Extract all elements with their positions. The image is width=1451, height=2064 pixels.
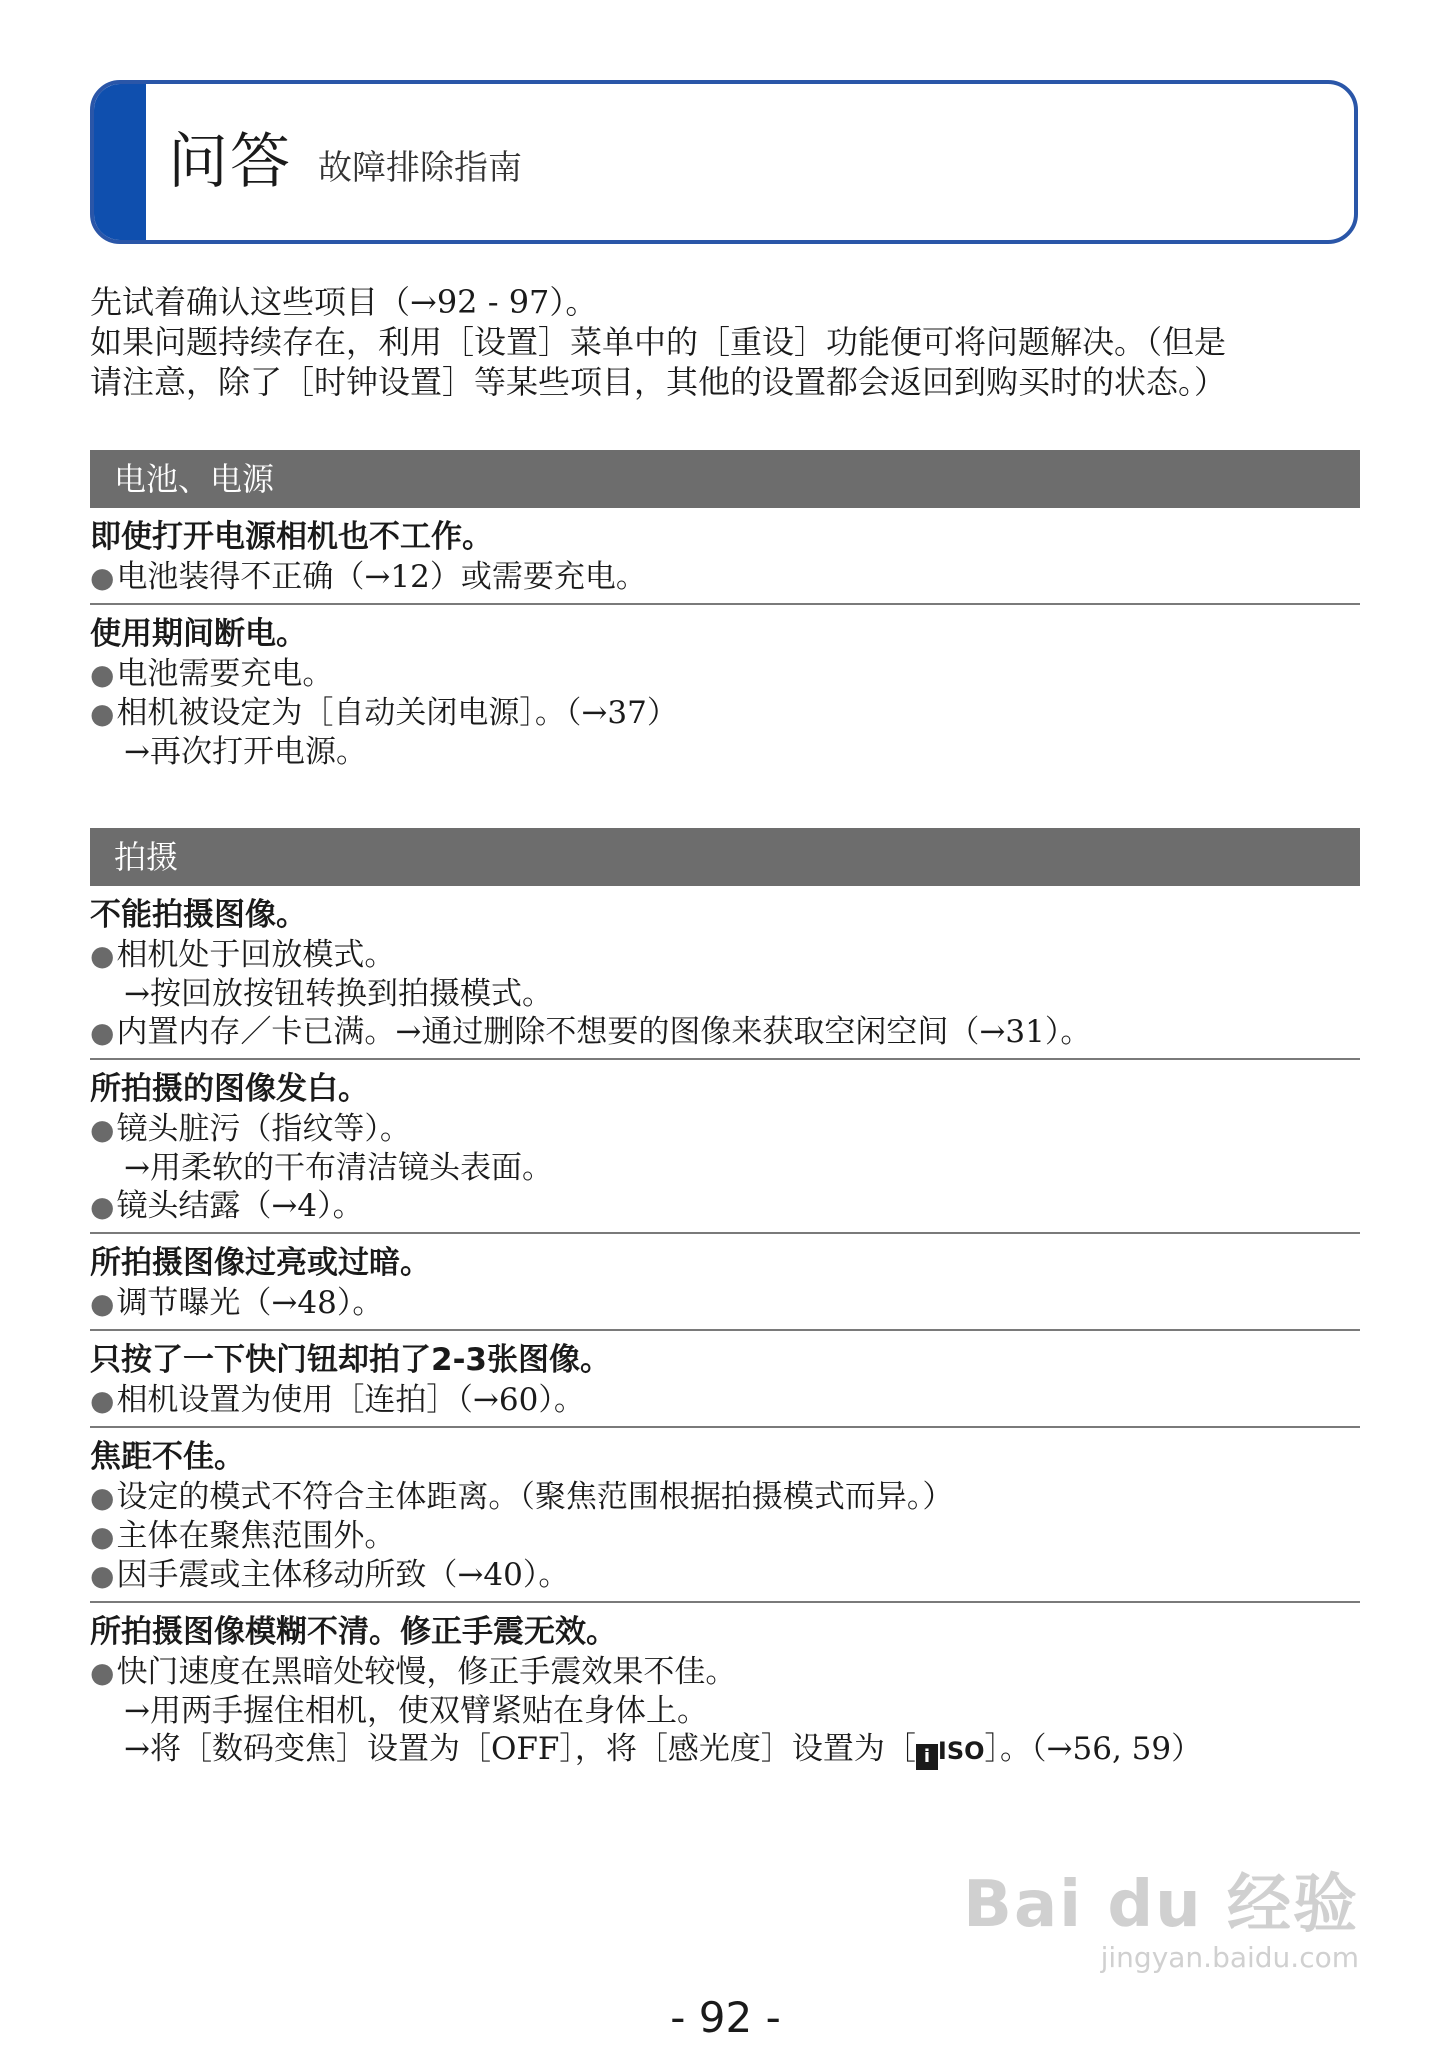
bullet-icon: ● (90, 1016, 115, 1049)
faq-answer-line: ●快门速度在黑暗处较慢，修正手震效果不佳。 (90, 1654, 737, 1690)
faq-answer-line: ●调节曝光（→48）。 (90, 1285, 384, 1321)
faq-answer-line: →按回放按钮转换到拍摄模式。 (124, 976, 553, 1012)
faq-item (90, 605, 1360, 777)
faq-question: 所拍摄的图像发白。 (90, 1071, 369, 1107)
faq-answer-line: →用两手握住相机，使双臂紧贴在身体上。 (124, 1693, 708, 1729)
faq-item (90, 1331, 1360, 1428)
watermark-url: jingyan.baidu.com (1100, 1941, 1359, 1974)
faq-question: 即使打开电源相机也不工作。 (90, 519, 493, 555)
baidu-logo: Bai du 经验 (963, 1868, 1359, 1942)
bullet-icon: ● (90, 1384, 115, 1417)
faq-question: 所拍摄图像模糊不清。修正手震无效。 (90, 1614, 617, 1650)
intelligent-auto-icon: i (916, 1744, 938, 1770)
intro-line: 如果问题持续存在，利用［设置］菜单中的［重设］功能便可将问题解决。（但是 (90, 323, 1227, 361)
section-heading: 电池、电源 (90, 450, 1360, 508)
faq-answer-line: ●因手震或主体移动所致（→40）。 (90, 1557, 570, 1593)
iso-label: ISO (937, 1737, 985, 1765)
section-shooting (90, 828, 1360, 1776)
faq-question: 只按了一下快门钮却拍了2-3张图像。 (90, 1342, 612, 1378)
bullet-icon: ● (90, 658, 115, 691)
bullet-icon: ● (90, 1559, 115, 1592)
faq-answer-line: ●镜头脏污（指纹等）。 (90, 1111, 411, 1147)
page-title: 问答 (168, 127, 292, 197)
faq-answer-line: →用柔软的干布清洁镜头表面。 (124, 1150, 553, 1186)
faq-answer-line: ●设定的模式不符合主体距离。（聚焦范围根据拍摄模式而异。） (90, 1479, 954, 1515)
bullet-icon: ● (90, 939, 115, 972)
bullet-icon: ● (90, 1113, 115, 1146)
page-subtitle: 故障排除指南 (318, 148, 522, 188)
faq-answer-line: ●主体在聚焦范围外。 (90, 1518, 396, 1554)
faq-question: 不能拍摄图像。 (90, 897, 307, 933)
faq-answer-line: ●电池装得不正确（→12）或需要充电。 (90, 559, 647, 595)
bullet-icon: ● (90, 1481, 115, 1514)
faq-question: 所拍摄图像过亮或过暗。 (90, 1245, 431, 1281)
bullet-icon: ● (90, 697, 115, 730)
faq-answer-line: ●相机处于回放模式。 (90, 937, 396, 973)
faq-item (90, 1234, 1360, 1331)
intro-line: 请注意，除了［时钟设置］等某些项目，其他的设置都会返回到购买时的状态。） (90, 363, 1227, 401)
header-box (90, 80, 1358, 244)
faq-item (90, 508, 1360, 605)
intro-line: 先试着确认这些项目（→92 - 97）。 (90, 283, 598, 321)
faq-question: 焦距不佳。 (90, 1439, 245, 1475)
faq-answer-line: ●电池需要充电。 (90, 656, 334, 692)
faq-item (90, 1060, 1360, 1234)
baidu-watermark (963, 1870, 1359, 1976)
bullet-icon: ● (90, 1190, 115, 1223)
faq-answer-line: ●内置内存／卡已满。→通过删除不想要的图像来获取空闲空间（→31）。 (90, 1014, 1092, 1050)
bullet-icon: ● (90, 1656, 115, 1689)
bullet-icon: ● (90, 1520, 115, 1553)
page-number: - 92 - (670, 1993, 781, 2042)
faq-item (90, 1603, 1360, 1776)
faq-answer-line: →将［数码变焦］设置为［OFF］，将［感光度］设置为［ i ISO］。（→56, 59） (90, 1730, 1360, 1770)
bullet-icon: ● (90, 561, 115, 594)
bullet-icon: ● (90, 1287, 115, 1320)
section-heading: 拍摄 (90, 828, 1360, 886)
faq-answer-line: ●相机被设定为［自动关闭电源］。（→37） (90, 695, 678, 731)
intro-text (90, 282, 1370, 402)
faq-answer-line: ●相机设置为使用［连拍］（→60）。 (90, 1382, 585, 1418)
faq-answer-line: →再次打开电源。 (124, 734, 367, 770)
faq-item (90, 886, 1360, 1060)
faq-item (90, 1428, 1360, 1603)
faq-answer-line: ●镜头结露（→4）。 (90, 1188, 364, 1224)
header-accent-bar (94, 84, 146, 240)
faq-question: 使用期间断电。 (90, 616, 307, 652)
section-battery-power (90, 450, 1360, 777)
